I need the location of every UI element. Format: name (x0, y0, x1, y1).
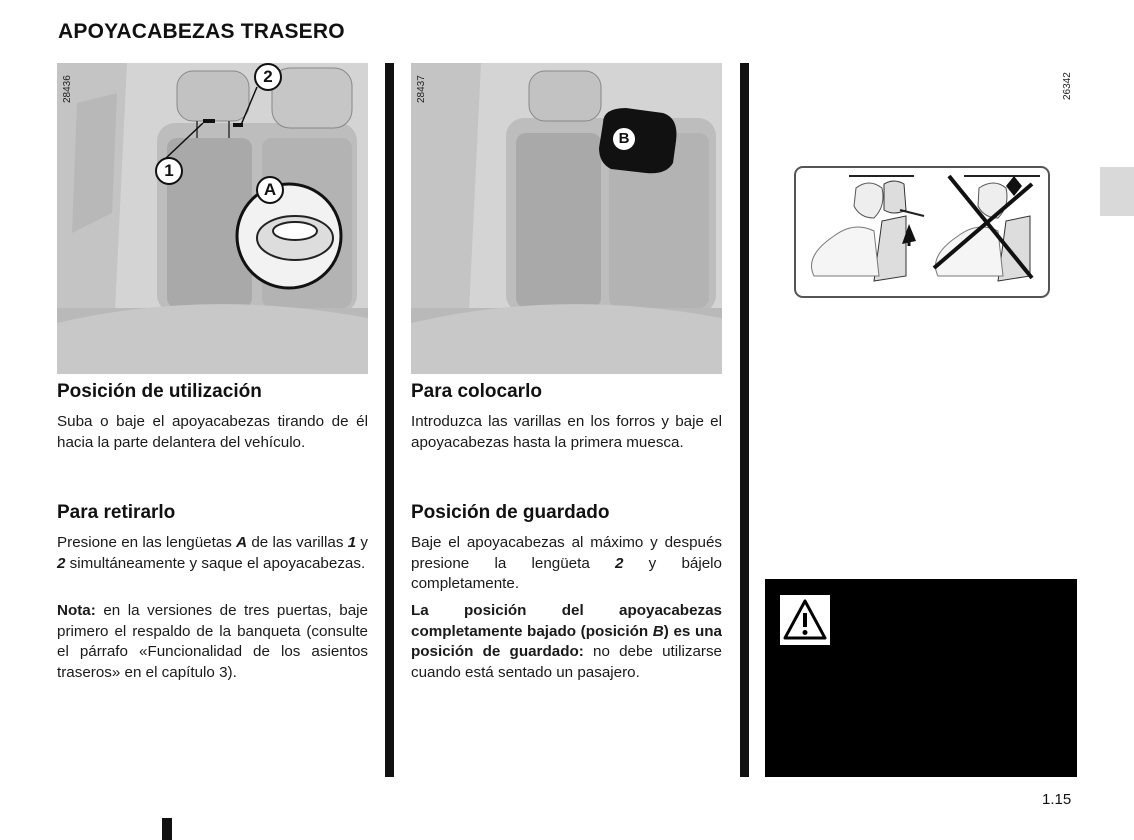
stow-position-text (411, 533, 722, 595)
text-run: no debe utilizarse cuando está sentado un pasajero. (411, 643, 723, 681)
text-run: de las varillas (247, 534, 348, 551)
text-run: 2 (57, 554, 66, 572)
figure-code: 28436 (62, 75, 73, 103)
rear-seat-stowed-illustration (411, 63, 722, 374)
text-run: La posición del apoyacabezas completamente bajado (posición (411, 602, 722, 640)
page-number: 1.15 (1042, 791, 1072, 808)
callout-1: 1 (155, 157, 183, 185)
text-run: simultáneamente y saque el apoyacabezas. (65, 554, 366, 572)
figure-headrest-position (57, 63, 368, 374)
text-run: 1 (347, 534, 357, 551)
callout-B: B (611, 126, 637, 152)
text-run: en la versiones de tres puertas, baje primero el respaldo de la banqueta (consulte el párrafo «Funcionalidad de los asientos traseros» en el capítulo 3). (57, 602, 368, 681)
text-run: ) es una posición de guardado: (411, 622, 722, 660)
callout-A: A (256, 176, 284, 204)
warning-box (765, 579, 1077, 777)
figure-code: 28437 (416, 75, 427, 103)
figure-headrest-height (794, 166, 1050, 298)
usage-position-text: Suba o baje el apoyacabezas tirando de él hacia la parte delantera del vehículo. (57, 413, 368, 451)
heading-stow-position: Posición de guardado (411, 502, 610, 523)
page-title: APOYACABEZAS TRASERO (58, 20, 345, 43)
text-run: 2 (614, 554, 624, 572)
rear-seat-illustration (57, 63, 368, 374)
text-run: y bájelo completamente. (411, 554, 722, 592)
text-run: Baje el apoyacabezas al máximo y después presione la lengüeta (411, 534, 722, 572)
figure-code: 26342 (1062, 72, 1073, 100)
callout-2: 2 (254, 63, 282, 91)
install-text: Introduzca las varillas en los forros y baje el apoyacabezas hasta la primera muesca. (411, 413, 722, 451)
bottom-bar (162, 818, 172, 840)
heading-usage-position: Posición de utilización (57, 381, 262, 402)
text-run: Nota: (57, 602, 96, 619)
headrest-height-diagram (794, 166, 1050, 298)
chapter-tab-marker (1100, 167, 1134, 216)
warning-triangle-icon (780, 595, 830, 645)
heading-remove: Para retirarlo (57, 502, 176, 523)
column-divider-right (740, 63, 749, 777)
text-run: A (236, 534, 248, 551)
figure-headrest-stowed (411, 63, 722, 374)
text-run: Presione en las lengüetas (57, 534, 237, 551)
text-run: B (652, 622, 664, 640)
stow-position-warning-text (411, 601, 722, 683)
column-divider-left (385, 63, 394, 777)
remove-note (57, 601, 368, 683)
heading-install: Para colocarlo (411, 381, 542, 402)
remove-text (57, 533, 368, 574)
text-run: y (356, 534, 369, 551)
